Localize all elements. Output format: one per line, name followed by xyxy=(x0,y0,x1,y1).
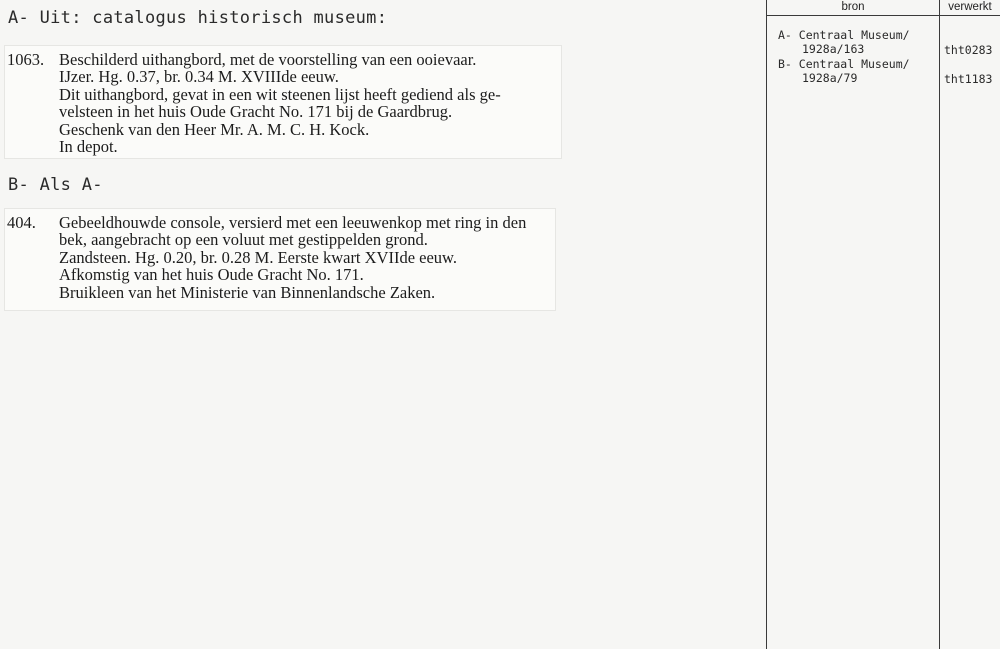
table-divider xyxy=(939,0,940,649)
entry-line: In depot. xyxy=(59,137,118,157)
entry-text xyxy=(59,214,559,301)
column-header-bron: bron xyxy=(841,1,865,13)
source-entry-a xyxy=(778,29,910,56)
entry-number: 404. xyxy=(7,213,36,232)
entry-line: Zandsteen. Hg. 0.20, br. 0.28 M. Eerste kwart XVIIde eeuw. xyxy=(59,247,458,267)
entry-line: IJzer. Hg. 0.37, br. 0.34 M. XVIIIde eeuw. xyxy=(59,67,339,87)
table-header-rule xyxy=(766,15,1000,16)
entry-line: Bruikleen van het Ministerie van Binnenlandsche Zaken. xyxy=(59,282,436,302)
verwerkt-code-a: tht0283 xyxy=(944,43,993,57)
section-a-heading: A- Uit: catalogus historisch museum: xyxy=(8,8,388,28)
table-divider xyxy=(766,0,767,649)
entry-text xyxy=(59,51,559,155)
entry-line: Afkomstig van het huis Oude Gracht No. 171. xyxy=(59,265,364,285)
entry-line: Gebeeldhouwde console, versierd met een leeuwenkop met ring in den xyxy=(59,213,527,232)
verwerkt-code-b: tht1183 xyxy=(944,72,993,86)
entry-number: 1063. xyxy=(7,50,45,69)
entry-line: bek, aangebracht op een voluut met gestippelden grond. xyxy=(59,230,428,250)
section-b-heading: B- Als A- xyxy=(8,175,103,195)
entry-line: Dit uithangbord, gevat in een wit steenen lijst heeft gediend als ge- xyxy=(59,84,501,104)
source-line: 1928a/79 xyxy=(802,70,858,85)
catalogue-clipping-1063 xyxy=(4,45,562,159)
source-line: A- Centraal Museum/ xyxy=(778,28,910,42)
source-line: B- Centraal Museum/ xyxy=(778,57,910,71)
entry-line: Geschenk van den Heer Mr. A. M. C. H. Kock. xyxy=(59,119,370,139)
entry-line: Beschilderd uithangbord, met de voorstelling van een ooievaar. xyxy=(59,50,477,69)
source-entry-b xyxy=(778,58,910,85)
source-line: 1928a/163 xyxy=(802,41,865,56)
column-header-verwerkt: verwerkt xyxy=(948,1,992,13)
entry-line: velsteen in het huis Oude Gracht No. 171 bij de Gaardbrug. xyxy=(59,102,453,122)
catalogue-clipping-404 xyxy=(4,208,556,311)
